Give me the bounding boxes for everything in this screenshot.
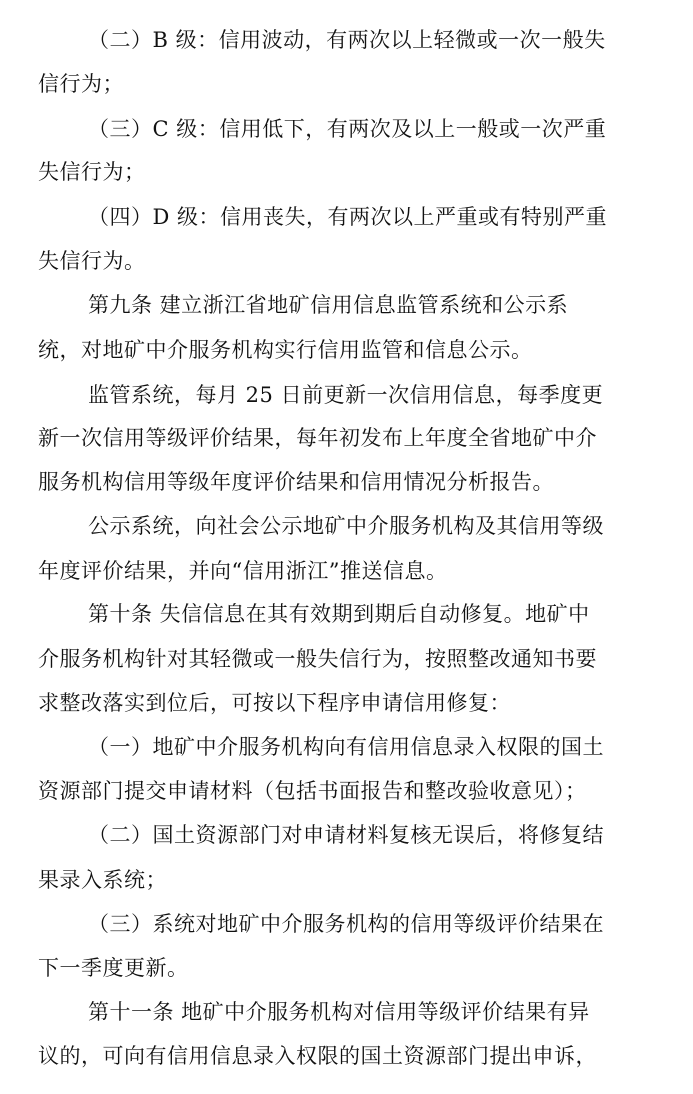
- grade-c-line-2: 失信行为；: [38, 160, 146, 184]
- article-10-line-1: 第十条 失信信息在其有效期到期后自动修复。地矿中: [88, 602, 590, 626]
- repair-step-3-line-1: （三）系统对地矿中介服务机构的信用等级评价结果在: [88, 912, 604, 936]
- repair-step-1-line-2: 资源部门提交申请材料（包括书面报告和整改验收意见）；: [38, 779, 587, 803]
- grade-b-line-1: （二）B 级：信用波动，有两次以上轻微或一次一般失: [88, 28, 606, 52]
- article-9-line-2: 统，对地矿中介服务机构实行信用监管和信息公示。: [38, 338, 533, 362]
- grade-d-line-1: （四）D 级：信用丧失，有两次以上严重或有特别严重: [88, 205, 608, 229]
- monitoring-system-line-1: 监管系统，每月 25 日前更新一次信用信息，每季度更: [88, 383, 604, 407]
- repair-step-3-line-2: 下一季度更新。: [38, 956, 189, 980]
- grade-d-line-2: 失信行为。: [38, 249, 146, 273]
- article-11-line-2: 议的，可向有信用信息录入权限的国土资源部门提出申诉，: [38, 1044, 597, 1068]
- publicity-system-line-2: 年度评价结果，并向“信用浙江”推送信息。: [38, 559, 448, 583]
- article-10-line-2: 介服务机构针对其轻微或一般失信行为，按照整改通知书要: [38, 647, 597, 671]
- grade-c-line-1: （三）C 级：信用低下，有两次及以上一般或一次严重: [88, 117, 607, 141]
- grade-b-line-2: 信行为；: [38, 72, 124, 96]
- article-11-line-1: 第十一条 地矿中介服务机构对信用等级评价结果有异: [88, 1000, 590, 1024]
- repair-step-2-line-1: （二）国土资源部门对申请材料复核无误后，将修复结: [88, 823, 604, 847]
- monitoring-system-line-2: 新一次信用等级评价结果，每年初发布上年度全省地矿中介: [38, 426, 597, 450]
- repair-step-1-line-1: （一）地矿中介服务机构向有信用信息录入权限的国土: [88, 735, 604, 759]
- article-10-line-3: 求整改落实到位后，可按以下程序申请信用修复：: [38, 691, 511, 715]
- repair-step-2-line-2: 果录入系统；: [38, 868, 167, 892]
- article-9-line-1: 第九条 建立浙江省地矿信用信息监管系统和公示系: [88, 293, 569, 317]
- monitoring-system-line-3: 服务机构信用等级年度评价结果和信用情况分析报告。: [38, 470, 554, 494]
- publicity-system-line-1: 公示系统，向社会公示地矿中介服务机构及其信用等级: [88, 514, 604, 538]
